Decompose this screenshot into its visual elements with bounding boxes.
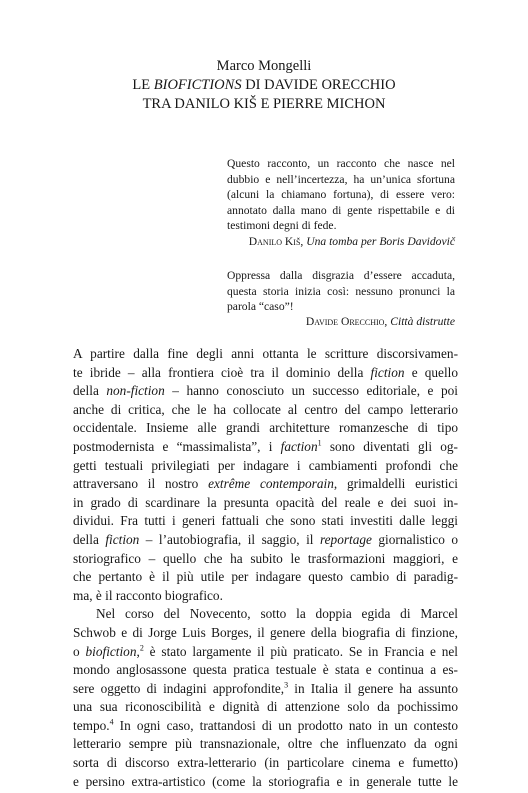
epigraph-2-attribution (306, 314, 455, 329)
italic-term: faction (280, 438, 318, 454)
epigraph-author: Davide Orecchio, (305, 315, 388, 328)
epigraph-work: Città distrutte (390, 315, 455, 328)
epigraph-line: Oppressa dalla disgrazia d’essere accaduta, (227, 269, 455, 282)
body-line: della non-fiction – hanno conosciuto un successo editoriale, e poi (73, 383, 458, 399)
body-line: o biofiction,$^2$ è stato largamente il più praticato. Se in Francia e nel (73, 643, 458, 659)
epigraph-line: questa storia inizia così: nessuno pronunci la (227, 284, 455, 298)
body-line: te ibride – alla frontiera cioè tra il dominio della fiction e quello (73, 364, 458, 380)
article-body (73, 345, 458, 791)
article-title-italic: BIOFICTIONS (153, 77, 242, 93)
footnote-marker[interactable]: 4 (109, 717, 114, 727)
body-line: Nel corso del Novecento, sotto la doppia egida di Marcel (96, 606, 458, 622)
body-line: mondo anglosassone questa pratica testuale è stata e continua a es- (73, 662, 458, 678)
body-line: postmodernista e “massimalista”, i faction$^1$ sono diventati gli og- (73, 438, 458, 454)
body-line: letterario sempre più transnazionale, oltre che influenzato da ogni (73, 736, 458, 752)
body-line: che pertanto è il più utile per indagare questo cambio di paradig- (73, 569, 458, 585)
epigraph-line: dubbio e nell’incertezza, ha un’unica sfortuna (227, 172, 455, 186)
article-subtitle: TRA DANILO KIŠ E PIERRE MICHON (142, 96, 386, 112)
body-line: in grado di scardinare la presunta opacità del reale e dei suoi in- (73, 494, 458, 510)
body-line: A partire dalla fine degli anni ottanta le scritture discorsivamen- (73, 346, 458, 361)
italic-term: fiction (105, 531, 140, 547)
body-line: getti testuali privilegiati per indagare i cambiamenti profondi che (73, 457, 458, 473)
italic-term: extrême contemporain (208, 476, 334, 492)
body-line: storiografico – quello che ha subito le trasformazioni maggiori, e (73, 550, 458, 566)
epigraph-work: Una tomba per Boris Davidovič (306, 235, 455, 248)
body-line: tempo.$^4$ In ogni caso, trattandosi di un prodotto nato in un contesto (73, 717, 458, 733)
body-line: e persino extra-artistico (come la storiografia e in generale tutte le (73, 773, 458, 789)
author-name: Marco Mongelli (216, 58, 312, 74)
article-header (0, 57, 528, 114)
body-line: anche di critica, che le ha collocate al centro del campo letterario (73, 401, 458, 417)
epigraph-line: annotato dalla mano di gente rispettabile e di (227, 203, 455, 217)
epigraph-author: Danilo Kiš, (248, 235, 304, 248)
article-title: LE BIOFICTIONS DI DAVIDE ORECCHIO (132, 77, 396, 93)
epigraph-line: Questo racconto, un racconto che nasce nel (227, 157, 455, 170)
body-line: Schwob e di Jorge Luis Borges, il genere della biografia di finzione, (73, 624, 458, 640)
epigraph-1 (227, 156, 455, 234)
epigraph-2 (227, 268, 455, 315)
epigraph-line: testimoni degni di fede. (227, 219, 337, 233)
body-line: attraversano il nostro extrême contemporain, grimaldelli euristici (73, 476, 458, 492)
epigraph-1-attribution (249, 234, 455, 249)
italic-term: non-fiction (106, 383, 165, 399)
italic-term: reportage (319, 531, 372, 547)
epigraph-line: parola “caso”! (227, 300, 294, 314)
italic-term: fiction (370, 364, 405, 380)
paragraph-2 (73, 605, 458, 791)
body-line: sorta di discorso extra-letterario (in particolare cinema e fumetto) (73, 755, 458, 771)
paragraph-1 (73, 345, 458, 605)
body-line: ma, è il racconto biografico. (73, 587, 223, 603)
epigraph-line: (alcuni la chiamano fortuna), di essere vero: (227, 188, 455, 202)
italic-term: biofiction (85, 643, 137, 659)
body-line: della fiction – l’autobiografia, il saggio, il reportage giornalistico o (73, 531, 458, 547)
footnote-marker[interactable]: 1 (317, 438, 322, 448)
body-line: occidentale. Insieme alle grandi architetture romanzesche di tipo (73, 420, 458, 436)
body-line: sere oggetto di indagini approfondite,$^3$ in Italia il genere ha assunto (73, 680, 458, 696)
footnote-marker[interactable]: 3 (284, 680, 289, 690)
footnote-marker[interactable]: 2 (139, 643, 144, 653)
body-line: dividui. Fra tutti i generi fattuali che sono stati investiti dalle leggi (73, 513, 458, 529)
body-line: una sua riconoscibilità e dignità di attenzione solo da pochissimo (73, 699, 458, 715)
